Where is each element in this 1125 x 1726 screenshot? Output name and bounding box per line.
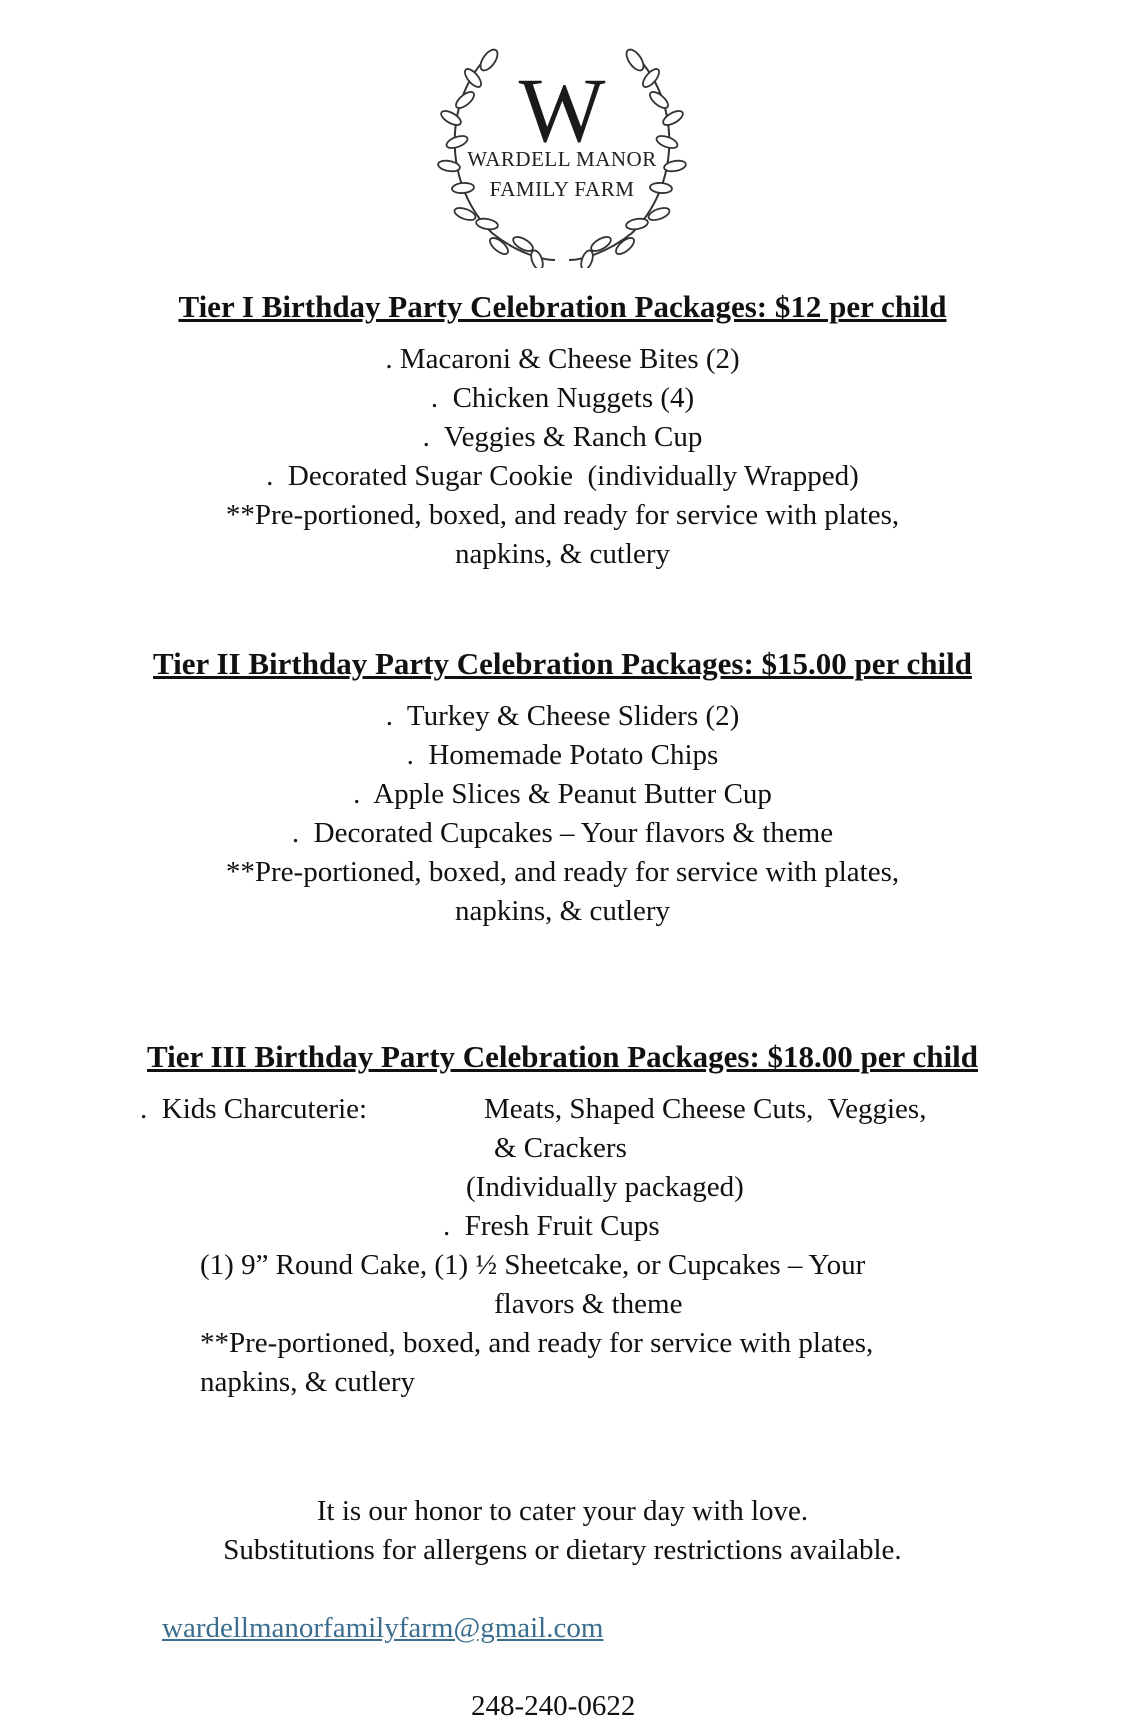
tier2-item: . Apple Slices & Peanut Butter Cup [353,778,772,810]
footer-message: It is our honor to cater your day with love. [316,1495,809,1527]
tier2-note: **Pre-portioned, boxed, and ready for service with plates, [225,856,900,888]
email-line [0,1570,1125,1687]
tier3-item-detail: (Individually packaged) [466,1171,744,1203]
tier1-heading: Tier I Birthday Party Celebration Packages: $12 per child [178,289,947,324]
tier1-items [0,340,1125,574]
tier3-item-detail: & Crackers [494,1132,627,1164]
tier3-items [0,1090,1125,1420]
tier2-heading: Tier II Birthday Party Celebration Packages: $15.00 per child [153,646,972,681]
tier2-items [0,697,1125,931]
tier1-item: . Chicken Nuggets (4) [430,382,695,414]
footer-substitutions: Substitutions for allergens or dietary restrictions available. [223,1534,902,1566]
tier1-note: **Pre-portioned, boxed, and ready for service with plates, [225,499,900,531]
tier3-item: flavors & theme [494,1288,683,1320]
logo [437,38,687,268]
email-link[interactable]: wardellmanorfamilyfarm@gmail.com [162,1612,604,1644]
tier3-heading: Tier III Birthday Party Celebration Packages: $18.00 per child [147,1039,978,1074]
logo-monogram: W [518,59,606,161]
tier1-item: . Decorated Sugar Cookie (individually Wrapped) [266,460,859,492]
logo-name-line1: WARDELL MANOR [467,147,657,171]
tier1-item: . Veggies & Ranch Cup [422,421,703,453]
tier2-item: . Turkey & Cheese Sliders (2) [385,700,740,732]
tier3-item-label: . Kids Charcuterie: [140,1093,368,1125]
tier2-note: napkins, & cutlery [454,895,671,927]
tier3-note: napkins, & cutlery [200,1366,416,1398]
tier1-note: napkins, & cutlery [454,538,671,570]
phone-number: 248-240-0622 [471,1690,636,1722]
tier2-section [0,644,1125,931]
tier1-item: . Macaroni & Cheese Bites (2) [385,343,740,375]
tier3-section [0,1037,1125,1420]
tier2-item: . Homemade Potato Chips [406,739,719,771]
tier3-item: . Fresh Fruit Cups [443,1210,660,1242]
tier3-item: (1) 9” Round Cake, (1) ½ Sheetcake, or Cupcakes – Your [200,1249,866,1281]
tier3-item-detail: Meats, Shaped Cheese Cuts, Veggies, [484,1093,927,1125]
logo-name-line2: FAMILY FARM [489,177,635,201]
tier1-section [0,287,1125,574]
tier2-item: . Decorated Cupcakes – Your flavors & theme [291,817,834,849]
tier3-note: **Pre-portioned, boxed, and ready for service with plates, [200,1327,874,1359]
footer [0,1492,1125,1726]
